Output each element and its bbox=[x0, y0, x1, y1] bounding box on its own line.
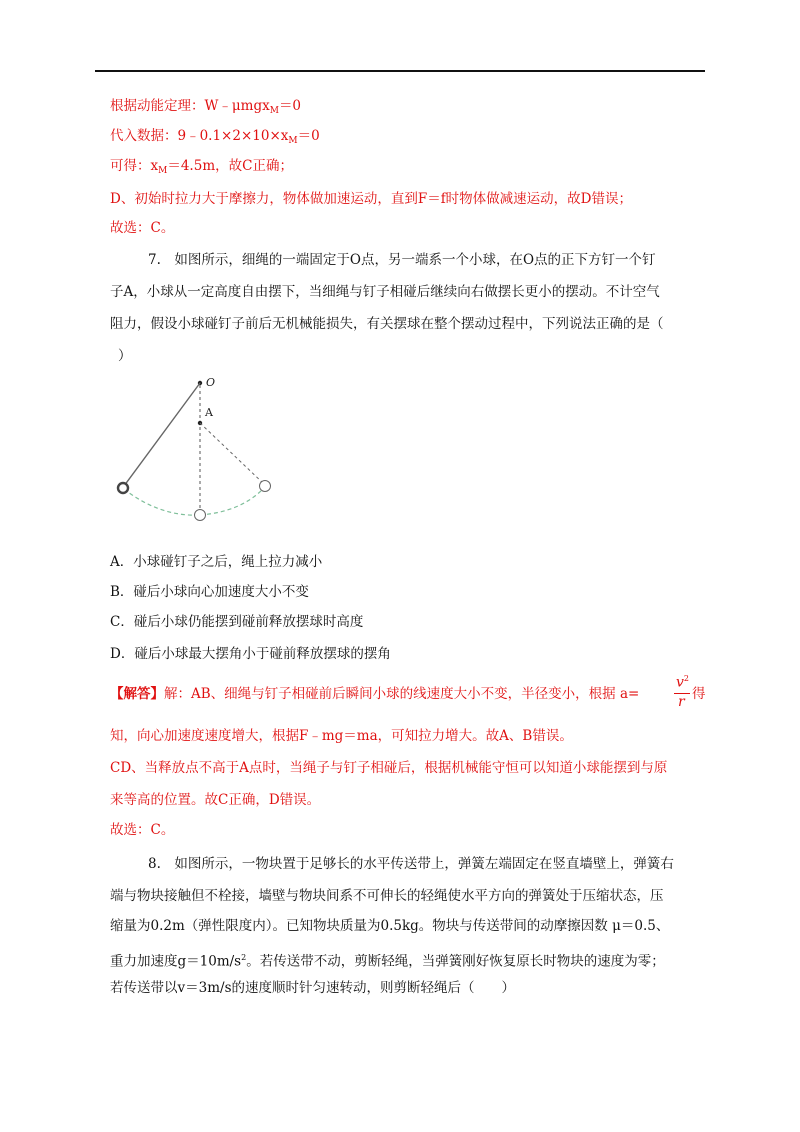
q8-stem-line-2: 端与物块接触但不栓接，墙壁与物块间系不可伸长的轻绳使水平方向的弹簧处于压缩状态，压 bbox=[110, 888, 664, 904]
solution-line-4: D、初始时拉力大于摩擦力，物体做加速运动，直到F＝f时物体做减速运动，故D错误； bbox=[110, 191, 633, 207]
solution-line-3: 可得：$x_M=4.5m$，故C正确； bbox=[110, 158, 293, 176]
string-a-to-right-ball bbox=[200, 423, 264, 484]
fraction-denominator: r bbox=[678, 694, 685, 710]
q7-stem-line-1: 7. 如图所示，细绳的一端固定于O点，另一端系一个小球，在O点的正下方钉一个钉 bbox=[148, 252, 656, 268]
q7-option-b: B．碰后小球向心加速度大小不变 bbox=[110, 584, 309, 600]
q8-stem-line-1: 8. 如图所示，一物块置于足够长的水平传送带上，弹簧左端固定在竖直墙壁上，弹簧右 bbox=[148, 856, 674, 872]
pendulum-figure bbox=[105, 365, 295, 530]
solution-line-2: 代入数据：$9﹣0.1\times 2\times 10\times x_M=0$ bbox=[110, 128, 320, 146]
q8-stem-line-3: 缩量为0.2m（弹性限度内）。已知物块质量为0.5kg。物块与传送带间的动摩擦因数 μ＝0.5、 bbox=[110, 918, 670, 934]
q8-stem-line-5: 若传送带以v＝3m/s的速度顺时针匀速转动，则剪断轻绳后（ ） bbox=[110, 980, 515, 996]
q7-answer-line-4: 来等高的位置。故C正确，D错误。 bbox=[110, 792, 321, 808]
ball-right bbox=[260, 481, 271, 492]
q7-answer-line-5: 故选：C。 bbox=[110, 822, 175, 838]
solution-line-5: 故选：C。 bbox=[110, 220, 175, 236]
q7-stem-line-3: 阻力，假设小球碰钉子前后无机械能损失，有关摆球在整个摆动过程中，下列说法正确的是（ bbox=[110, 316, 664, 332]
q7-answer-line-1-tail: 得 bbox=[692, 686, 706, 702]
ball-left bbox=[118, 483, 128, 493]
fraction-numerator: $v^2$ bbox=[676, 674, 690, 691]
q7-stem-line-4: ） bbox=[118, 348, 132, 364]
swing-arc-right bbox=[200, 489, 263, 515]
q7-answer-line-1: 【解答】解：AB、细绳与钉子相碰前后瞬间小球的线速度大小不变，半径变小，根据 a= bbox=[110, 686, 640, 702]
q7-stem-line-2: 子A，小球从一定高度自由摆下，当细绳与钉子相碰后继续向右做摆长更小的摆动。不计空气 bbox=[110, 284, 660, 300]
q7-answer-line-2: 知，向心加速度速度增大，根据F﹣mg＝ma，可知拉力增大。故A、B错误。 bbox=[110, 728, 573, 744]
q7-option-a: A．小球碰钉子之后，绳上拉力减小 bbox=[110, 554, 323, 570]
q7-option-c: C．碰后小球仍能摆到碰前释放摆球时高度 bbox=[110, 614, 364, 630]
q7-option-d: D．碰后小球最大摆角小于碰前释放摆球的摆角 bbox=[110, 646, 391, 662]
answer-tag: 【解答】 bbox=[110, 686, 164, 702]
swing-arc-left bbox=[124, 489, 200, 515]
q7-answer-line-3: CD、当释放点不高于A点时，当绳子与钉子相碰后，根据机械能守恒可以知道小球能摆到与原 bbox=[110, 760, 668, 776]
label-a: A bbox=[205, 406, 213, 419]
string-o-to-ball bbox=[124, 383, 200, 486]
ball-bottom bbox=[195, 510, 206, 521]
q8-stem-line-4: 重力加速度$g=10m/s^2$。若传送带不动，剪断轻绳，当弹簧刚好恢复原长时物块的速度为零； bbox=[110, 953, 665, 970]
header-rule bbox=[95, 70, 705, 72]
label-o: O bbox=[206, 376, 216, 389]
solution-line-1: 根据动能定理：W﹣μmgx$_M$＝0 bbox=[110, 98, 302, 116]
